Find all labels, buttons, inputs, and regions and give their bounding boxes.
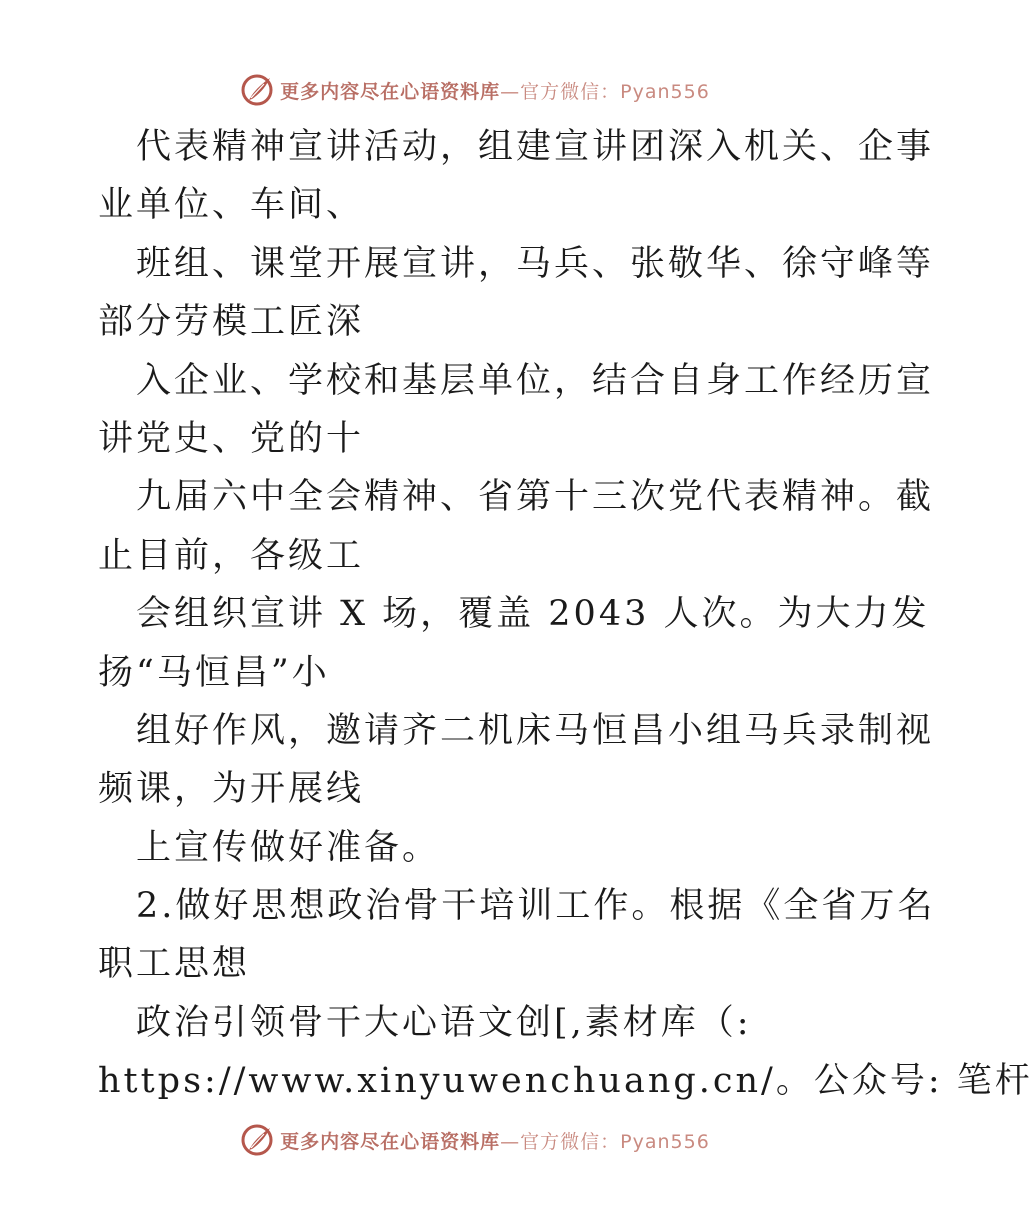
watermark-text [280,1127,710,1154]
watermark-footer [0,1120,950,1160]
watermark-dash: — [500,1130,521,1153]
text-line: 九届六中全会精神、省第十三次党代表精神。截 [136,477,935,518]
feather-pen-circle-icon [240,1123,274,1157]
text-line: 频课，为开展线 [98,769,365,810]
watermark-text [280,77,710,104]
watermark-header [0,70,950,110]
text-line: 部分劳模工匠深 [98,302,365,343]
text-line: 上宣传做好准备。 [136,827,441,868]
feather-pen-circle-icon [240,73,274,107]
text-line: https://www.xinyuwenchuang.cn/。公众号: 笔杆 [98,1061,1033,1102]
watermark-brand: 更多内容尽在心语资料库 [280,80,501,103]
text-line: 班组、课堂开展宣讲，马兵、张敬华、徐守峰等 [136,243,935,284]
text-line: 职工思想 [98,944,251,985]
watermark-contact: 官方微信：Pyan556 [520,80,710,103]
text-line: 止目前，各级工 [98,535,365,576]
text-line: 讲党史、党的十 [98,418,365,459]
watermark-dash: — [500,80,521,103]
text-line: 组好作风，邀请齐二机床马恒昌小组马兵录制视 [136,710,935,751]
text-line: 业单位、车间、 [98,185,365,226]
watermark-brand: 更多内容尽在心语资料库 [280,1130,501,1153]
text-line: 政治引领骨干大心语文创[,素材库（: [136,1002,752,1043]
watermark-contact: 官方微信：Pyan556 [520,1130,710,1153]
body-text [98,118,1033,1111]
text-line: 扬“马恒昌”小 [98,652,330,693]
text-line: 2.做好思想政治骨干培训工作。根据《全省万名 [136,886,936,927]
text-line: 会组织宣讲 X 场，覆盖 2043 人次。为大力发 [136,594,930,635]
text-line: 代表精神宣讲活动，组建宣讲团深入机关、企事 [136,127,935,167]
text-line: 入企业、学校和基层单位，结合自身工作经历宣 [136,360,935,401]
